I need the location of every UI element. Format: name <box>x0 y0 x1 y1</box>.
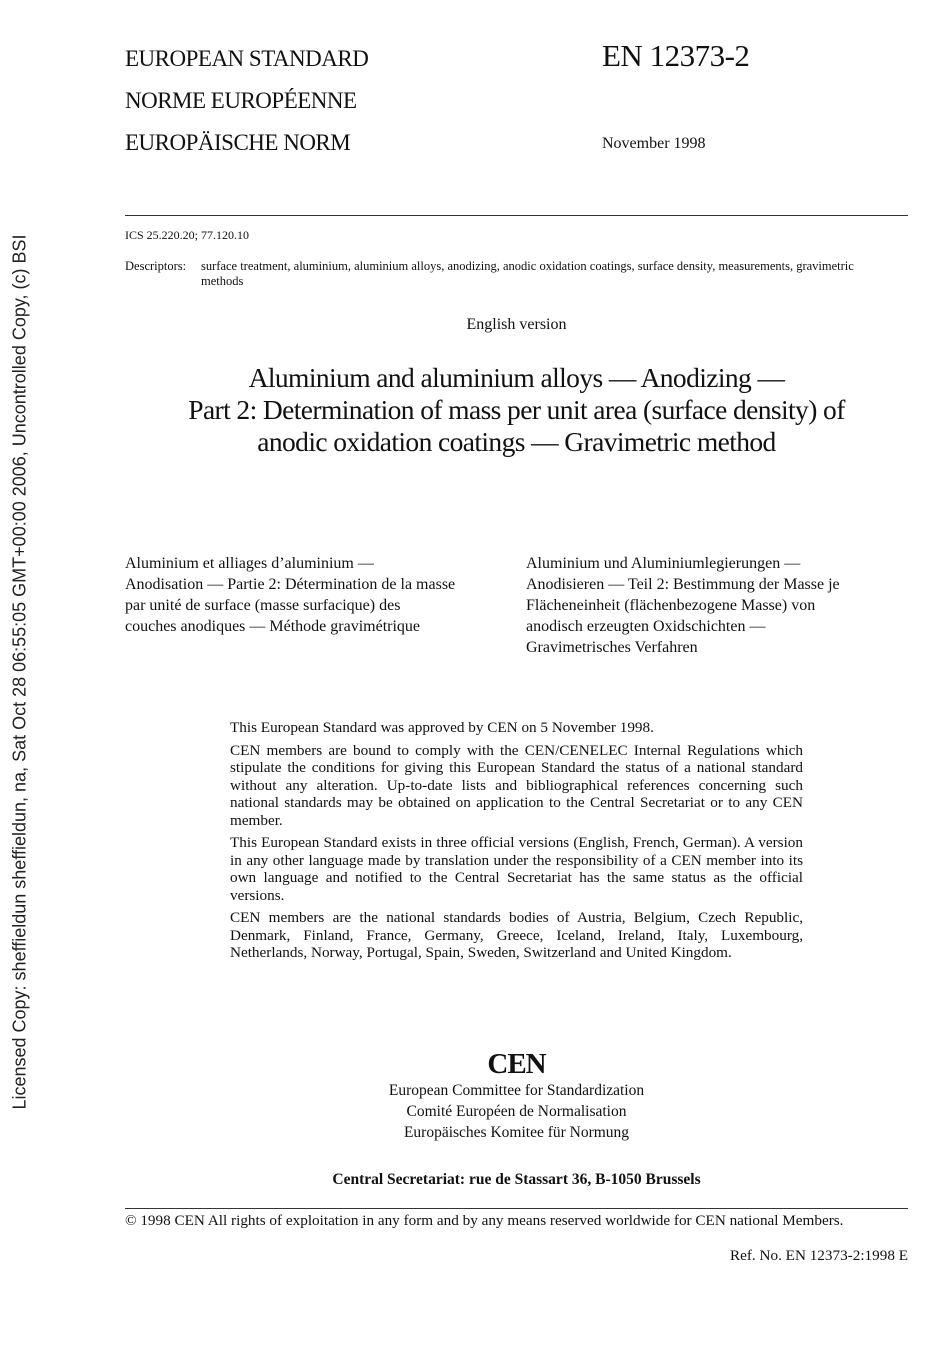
document-title <box>125 362 908 458</box>
title-german-line: anodisch erzeugten Oxidschichten — <box>526 618 766 635</box>
members-obligation-paragraph: CEN members are bound to comply with the CEN/CENELEC Internal Regulations which stipulate the conditions for giving this European Standard the status of a national standard without any alteration. Up-to-date lists and bibliographical references concerning such national standards may be obtained on application to the Central Secretariat or to any CEN member. <box>230 741 803 829</box>
reference-number: Ref. No. EN 12373-2:1998 E <box>729 1247 908 1264</box>
title-line-1: Aluminium and aluminium alloys — Anodizing — <box>248 362 785 393</box>
title-german <box>526 553 906 658</box>
header-divider <box>125 215 908 216</box>
title-french-line: Anodisation — Partie 2: Détermination de la masse <box>125 576 456 593</box>
descriptors-text: surface treatment, aluminium, aluminium alloys, anodizing, anodic oxidation coatings, surface density, measurements, gravimetric methods <box>201 259 854 288</box>
title-french-line: Aluminium et alliages d’aluminium — <box>125 555 374 572</box>
approval-paragraph: This European Standard was approved by CEN on 5 November 1998. <box>230 719 654 736</box>
copyright-notice: © 1998 CEN All rights of exploitation in any form and by any means reserved worldwide for CEN national Members. <box>125 1212 844 1229</box>
header-lang-en: EUROPEAN STANDARD <box>125 46 369 71</box>
ics-codes: ICS 25.220.20; 77.120.10 <box>125 228 250 242</box>
cen-block <box>125 1048 908 1143</box>
version-label: English version <box>466 316 567 333</box>
header-lang-fr: NORME EUROPÉENNE <box>125 88 357 113</box>
central-secretariat-address: Central Secretariat: rue de Stassart 36, B-1050 Brussels <box>332 1171 701 1188</box>
title-german-line: Aluminium und Aluminiumlegierungen — <box>526 555 801 572</box>
title-french-line: couches anodiques — Méthode gravimétrique <box>125 618 421 635</box>
standard-number: EN 12373-2 <box>602 38 750 73</box>
descriptors-label: Descriptors: <box>125 259 187 273</box>
approval-notice <box>230 719 803 967</box>
title-french <box>125 553 505 637</box>
cen-logo: CEN <box>487 1048 546 1080</box>
title-german-line: Anodisieren — Teil 2: Bestimmung der Masse je <box>526 576 840 593</box>
title-line-3: anodic oxidation coatings — Gravimetric method <box>257 426 776 457</box>
title-french-line: par unité de surface (masse surfacique) des <box>125 597 401 614</box>
official-versions-paragraph: This European Standard exists in three official versions (English, French, German). A version in any other language made by translation under the responsibility of a CEN member into its own language and notified to the Central Secretariat has the same status as the official versions. <box>230 834 803 904</box>
header-lang-de: EUROPÄISCHE NORM <box>125 130 351 155</box>
cen-name-en: European Committee for Standardization <box>388 1082 645 1099</box>
title-german-line: Gravimetrisches Verfahren <box>526 639 698 656</box>
publication-date: November 1998 <box>602 135 706 152</box>
cen-name-de: Europäisches Komitee für Normung <box>403 1124 630 1141</box>
title-line-2: Part 2: Determination of mass per unit area (surface density) of <box>188 394 845 425</box>
cen-name-fr: Comité Européen de Normalisation <box>406 1103 627 1120</box>
license-watermark: Licensed Copy: sheffieldun sheffieldun, na, Sat Oct 28 06:55:05 GMT+00:00 2006, Uncontrolled Copy, (c) BSI <box>9 234 30 1110</box>
descriptors <box>125 259 885 289</box>
footer-divider <box>125 1208 908 1209</box>
members-list-paragraph: CEN members are the national standards bodies of Austria, Belgium, Czech Republic, Denmark, Finland, France, Germany, Greece, Iceland, Ireland, Italy, Luxembourg, Netherlands, Norway, Portugal, Spain, Sweden, Switzerland and United Kingdom. <box>230 909 803 961</box>
title-german-line: Flächeneinheit (flächenbezogene Masse) von <box>526 597 816 614</box>
